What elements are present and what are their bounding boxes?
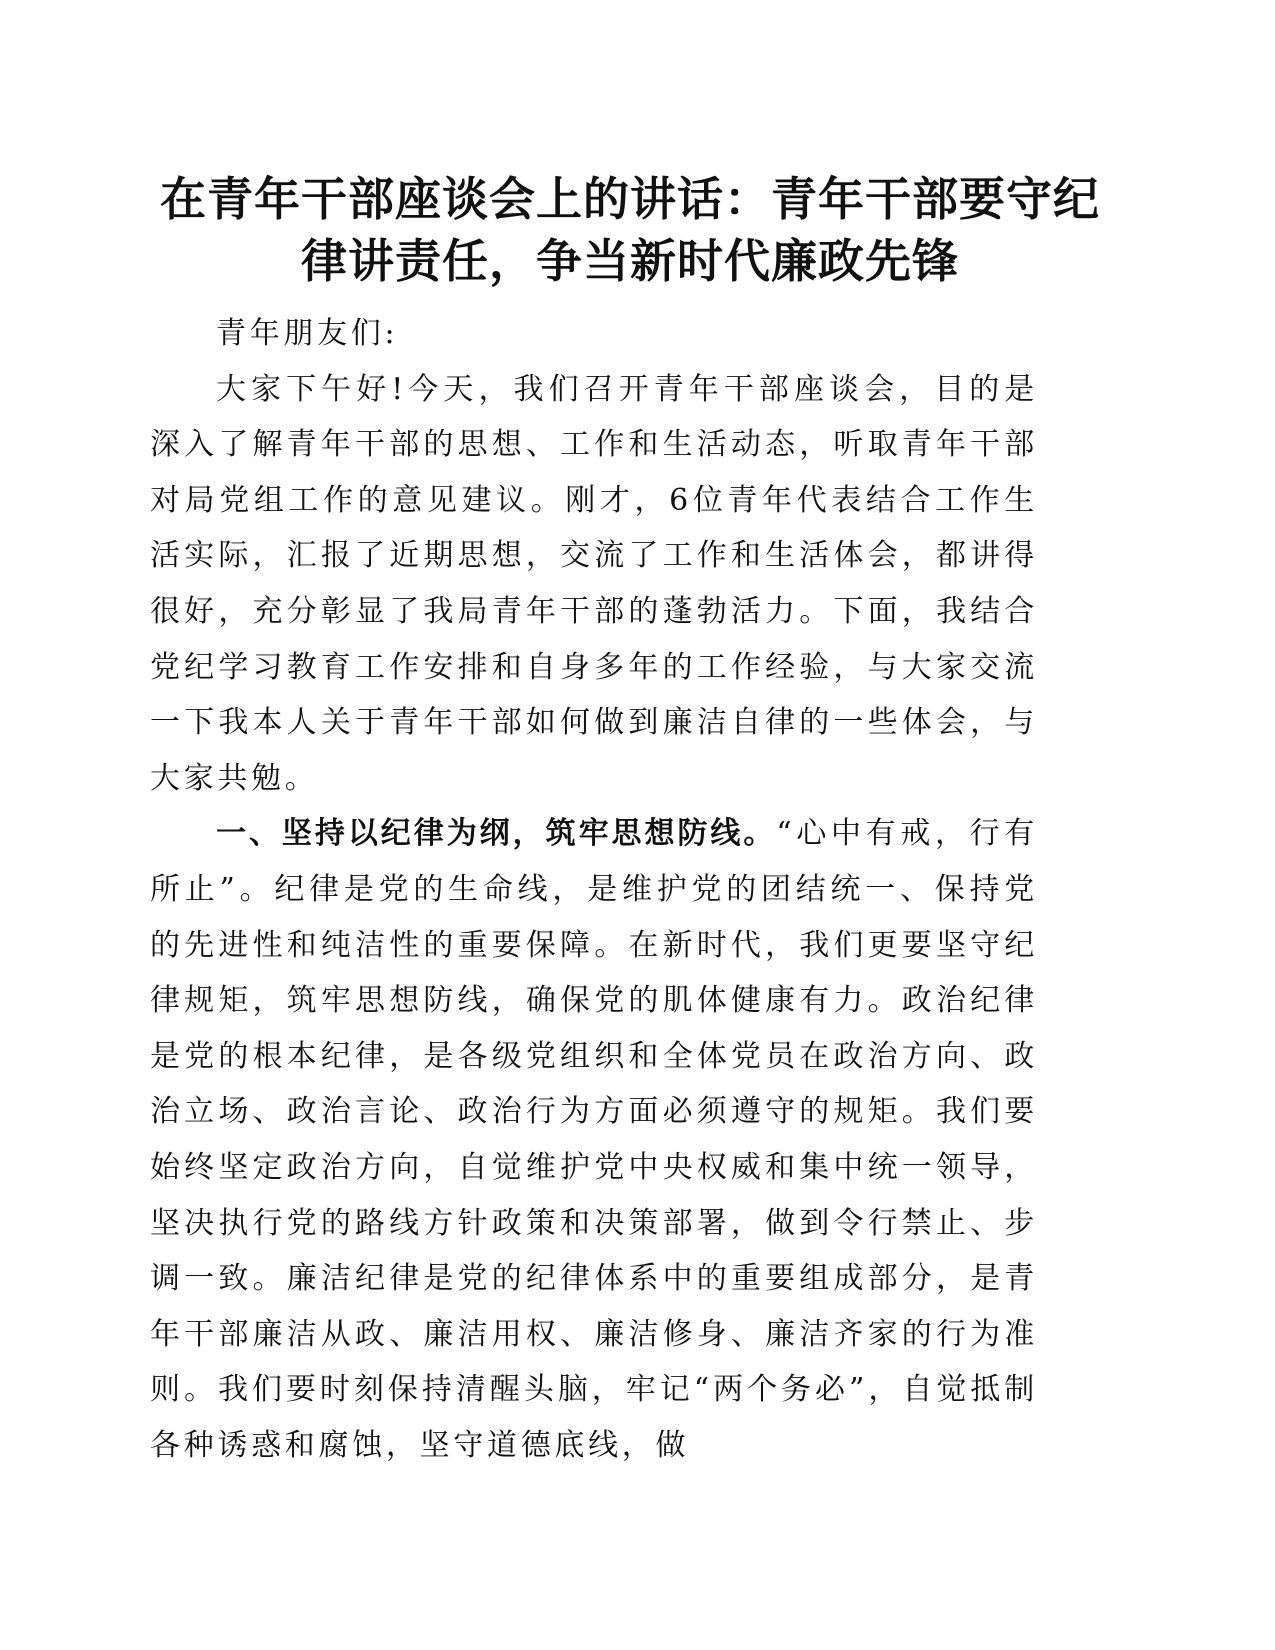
section-1-paragraph bbox=[150, 806, 1038, 1473]
intro-paragraph: 大家下午好!今天，我们召开青年干部座谈会，目的是深入了解青年干部的思想、工作和生活动态，听取青年干部对局党组工作的意见建议。刚才，6位青年代表结合工作生活实际，汇报了近期思想，交流了工作和生活体会，都讲得很好，充分彰显了我局青年干部的蓬勃活力。下面，我结合党纪学习教育工作安排和自身多年的工作经验，与大家交流一下我本人关于青年干部如何做到廉洁自律的一些体会，与大家共勉。 bbox=[150, 371, 1038, 796]
salutation: 青年朋友们: bbox=[216, 316, 399, 351]
section-1-heading: 一、坚持以纪律为纲，筑牢思想防线。 bbox=[216, 816, 777, 852]
document-body bbox=[150, 306, 1038, 1473]
section-1-text: “心中有戒，行有所止”。纪律是党的生命线，是维护党的团结统一、保持党的先进性和纯洁性的重要保障。在新时代，我们更要坚守纪律规矩，筑牢思想防线，确保党的肌体健康有力。政治纪律是党的根本纪律，是各级党组织和全体党员在政治方向、政治立场、政治言论、政治行为方面必须遵守的规矩。我们要始终坚定政治方向，自觉维护党中央权威和集中统一领导，坚决执行党的路线方针政策和决策部署，做到令行禁止、步调一致。廉洁纪律是党的纪律体系中的重要组成部分，是青年干部廉洁从政、廉洁用权、廉洁修身、廉洁齐家的行为准则。我们要时刻保持清醒头脑，牢记“两个务必”，自觉抵制各种诱惑和腐蚀，坚守道德底线，做 bbox=[150, 816, 1039, 1463]
document-title: 在青年干部座谈会上的讲话：青年干部要守纪律讲责任，争当新时代廉政先锋 bbox=[160, 172, 1100, 288]
